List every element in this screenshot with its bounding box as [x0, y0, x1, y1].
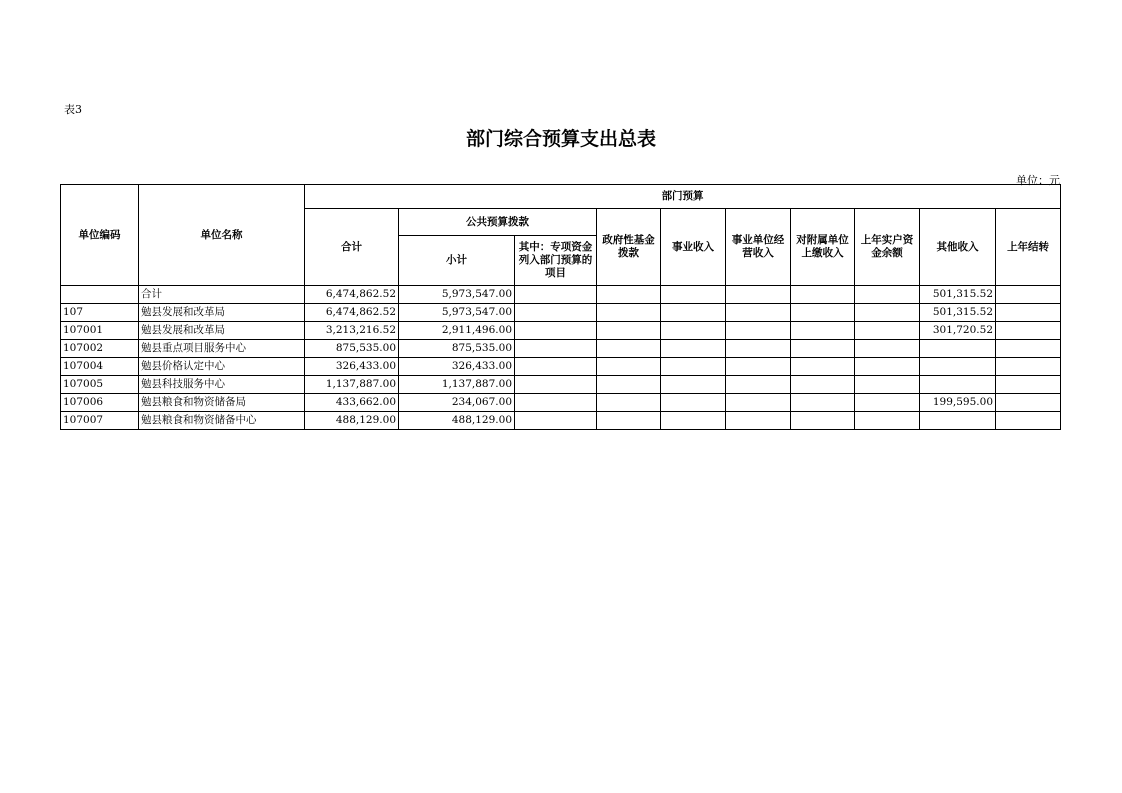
cell-total: 433,662.00 [305, 394, 399, 412]
cell-carryover [996, 376, 1061, 394]
cell-subtotal: 1,137,887.00 [399, 376, 515, 394]
cell-special-funds [515, 376, 597, 394]
table-row [61, 340, 1061, 358]
table-row [61, 412, 1061, 430]
cell-gov-fund [597, 340, 661, 358]
cell-subordinate-income [791, 340, 855, 358]
cell-gov-fund [597, 394, 661, 412]
cell-prev-balance [855, 358, 920, 376]
cell-career-income [661, 322, 726, 340]
cell-business-income [726, 394, 791, 412]
cell-unit-name: 勉县重点项目服务中心 [139, 340, 305, 358]
cell-total: 6,474,862.52 [305, 304, 399, 322]
cell-prev-balance [855, 340, 920, 358]
cell-unit-name: 勉县粮食和物资储备局 [139, 394, 305, 412]
cell-other-income: 301,720.52 [920, 322, 996, 340]
cell-gov-fund [597, 376, 661, 394]
cell-career-income [661, 304, 726, 322]
cell-subordinate-income [791, 358, 855, 376]
cell-other-income: 199,595.00 [920, 394, 996, 412]
cell-subordinate-income [791, 322, 855, 340]
header-business-income: 事业单位经营收入 [726, 209, 791, 286]
cell-unit-name: 勉县发展和改革局 [139, 304, 305, 322]
cell-subtotal: 5,973,547.00 [399, 304, 515, 322]
cell-unit-name: 勉县价格认定中心 [139, 358, 305, 376]
cell-subordinate-income [791, 412, 855, 430]
cell-total: 326,433.00 [305, 358, 399, 376]
cell-unit-code: 107002 [61, 340, 139, 358]
cell-business-income [726, 304, 791, 322]
cell-unit-name: 勉县科技服务中心 [139, 376, 305, 394]
cell-carryover [996, 412, 1061, 430]
cell-career-income [661, 394, 726, 412]
header-subtotal: 小计 [399, 236, 515, 286]
cell-total: 1,137,887.00 [305, 376, 399, 394]
cell-subtotal: 326,433.00 [399, 358, 515, 376]
cell-special-funds [515, 304, 597, 322]
table-row [61, 286, 1061, 304]
header-unit-name: 单位名称 [139, 185, 305, 286]
budget-table-body [61, 286, 1061, 430]
cell-total: 6,474,862.52 [305, 286, 399, 304]
cell-unit-code: 107001 [61, 322, 139, 340]
cell-gov-fund [597, 412, 661, 430]
cell-unit-code: 107004 [61, 358, 139, 376]
cell-other-income: 501,315.52 [920, 304, 996, 322]
header-total: 合计 [305, 209, 399, 286]
header-career-income: 事业收入 [661, 209, 726, 286]
cell-unit-name: 勉县粮食和物资储备中心 [139, 412, 305, 430]
cell-carryover [996, 394, 1061, 412]
cell-career-income [661, 412, 726, 430]
cell-special-funds [515, 394, 597, 412]
cell-subtotal: 2,911,496.00 [399, 322, 515, 340]
page-title: 部门综合预算支出总表 [465, 128, 656, 150]
cell-special-funds [515, 358, 597, 376]
cell-business-income [726, 286, 791, 304]
cell-business-income [726, 322, 791, 340]
header-other-income: 其他收入 [920, 209, 996, 286]
cell-special-funds [515, 322, 597, 340]
cell-career-income [661, 340, 726, 358]
budget-table [60, 184, 1061, 430]
cell-unit-code [61, 286, 139, 304]
table-row [61, 376, 1061, 394]
header-gov-fund: 政府性基金拨款 [597, 209, 661, 286]
cell-business-income [726, 412, 791, 430]
header-subordinate-income: 对附属单位上缴收入 [791, 209, 855, 286]
header-public-budget: 公共预算拨款 [399, 209, 597, 236]
cell-prev-balance [855, 286, 920, 304]
cell-career-income [661, 376, 726, 394]
cell-prev-balance [855, 376, 920, 394]
cell-business-income [726, 340, 791, 358]
cell-unit-name: 合计 [139, 286, 305, 304]
header-special-funds: 其中：专项资金列入部门预算的项目 [515, 236, 597, 286]
table-label: 表3 [64, 103, 82, 116]
table-row [61, 394, 1061, 412]
cell-subordinate-income [791, 304, 855, 322]
header-dept-budget: 部门预算 [305, 185, 1061, 209]
cell-carryover [996, 322, 1061, 340]
cell-career-income [661, 286, 726, 304]
cell-gov-fund [597, 304, 661, 322]
unit-label: 单位：元 [1016, 174, 1060, 187]
cell-subordinate-income [791, 376, 855, 394]
cell-unit-name: 勉县发展和改革局 [139, 322, 305, 340]
cell-other-income [920, 358, 996, 376]
cell-other-income: 501,315.52 [920, 286, 996, 304]
cell-gov-fund [597, 358, 661, 376]
cell-subtotal: 5,973,547.00 [399, 286, 515, 304]
cell-unit-code: 107005 [61, 376, 139, 394]
cell-business-income [726, 376, 791, 394]
cell-carryover [996, 340, 1061, 358]
cell-other-income [920, 412, 996, 430]
cell-gov-fund [597, 322, 661, 340]
cell-total: 875,535.00 [305, 340, 399, 358]
header-carryover: 上年结转 [996, 209, 1061, 286]
header-prev-balance: 上年实户资金余额 [855, 209, 920, 286]
cell-subtotal: 234,067.00 [399, 394, 515, 412]
cell-other-income [920, 376, 996, 394]
cell-carryover [996, 304, 1061, 322]
cell-total: 3,213,216.52 [305, 322, 399, 340]
cell-special-funds [515, 340, 597, 358]
cell-unit-code: 107 [61, 304, 139, 322]
cell-prev-balance [855, 322, 920, 340]
cell-gov-fund [597, 286, 661, 304]
cell-special-funds [515, 286, 597, 304]
table-row [61, 304, 1061, 322]
cell-subtotal: 875,535.00 [399, 340, 515, 358]
header-unit-code: 单位编码 [61, 185, 139, 286]
cell-prev-balance [855, 304, 920, 322]
table-row [61, 358, 1061, 376]
cell-unit-code: 107006 [61, 394, 139, 412]
cell-special-funds [515, 412, 597, 430]
table-row [61, 322, 1061, 340]
cell-prev-balance [855, 412, 920, 430]
cell-subordinate-income [791, 394, 855, 412]
cell-business-income [726, 358, 791, 376]
cell-carryover [996, 358, 1061, 376]
cell-carryover [996, 286, 1061, 304]
cell-prev-balance [855, 394, 920, 412]
cell-other-income [920, 340, 996, 358]
cell-career-income [661, 358, 726, 376]
cell-total: 488,129.00 [305, 412, 399, 430]
cell-unit-code: 107007 [61, 412, 139, 430]
cell-subordinate-income [791, 286, 855, 304]
cell-subtotal: 488,129.00 [399, 412, 515, 430]
